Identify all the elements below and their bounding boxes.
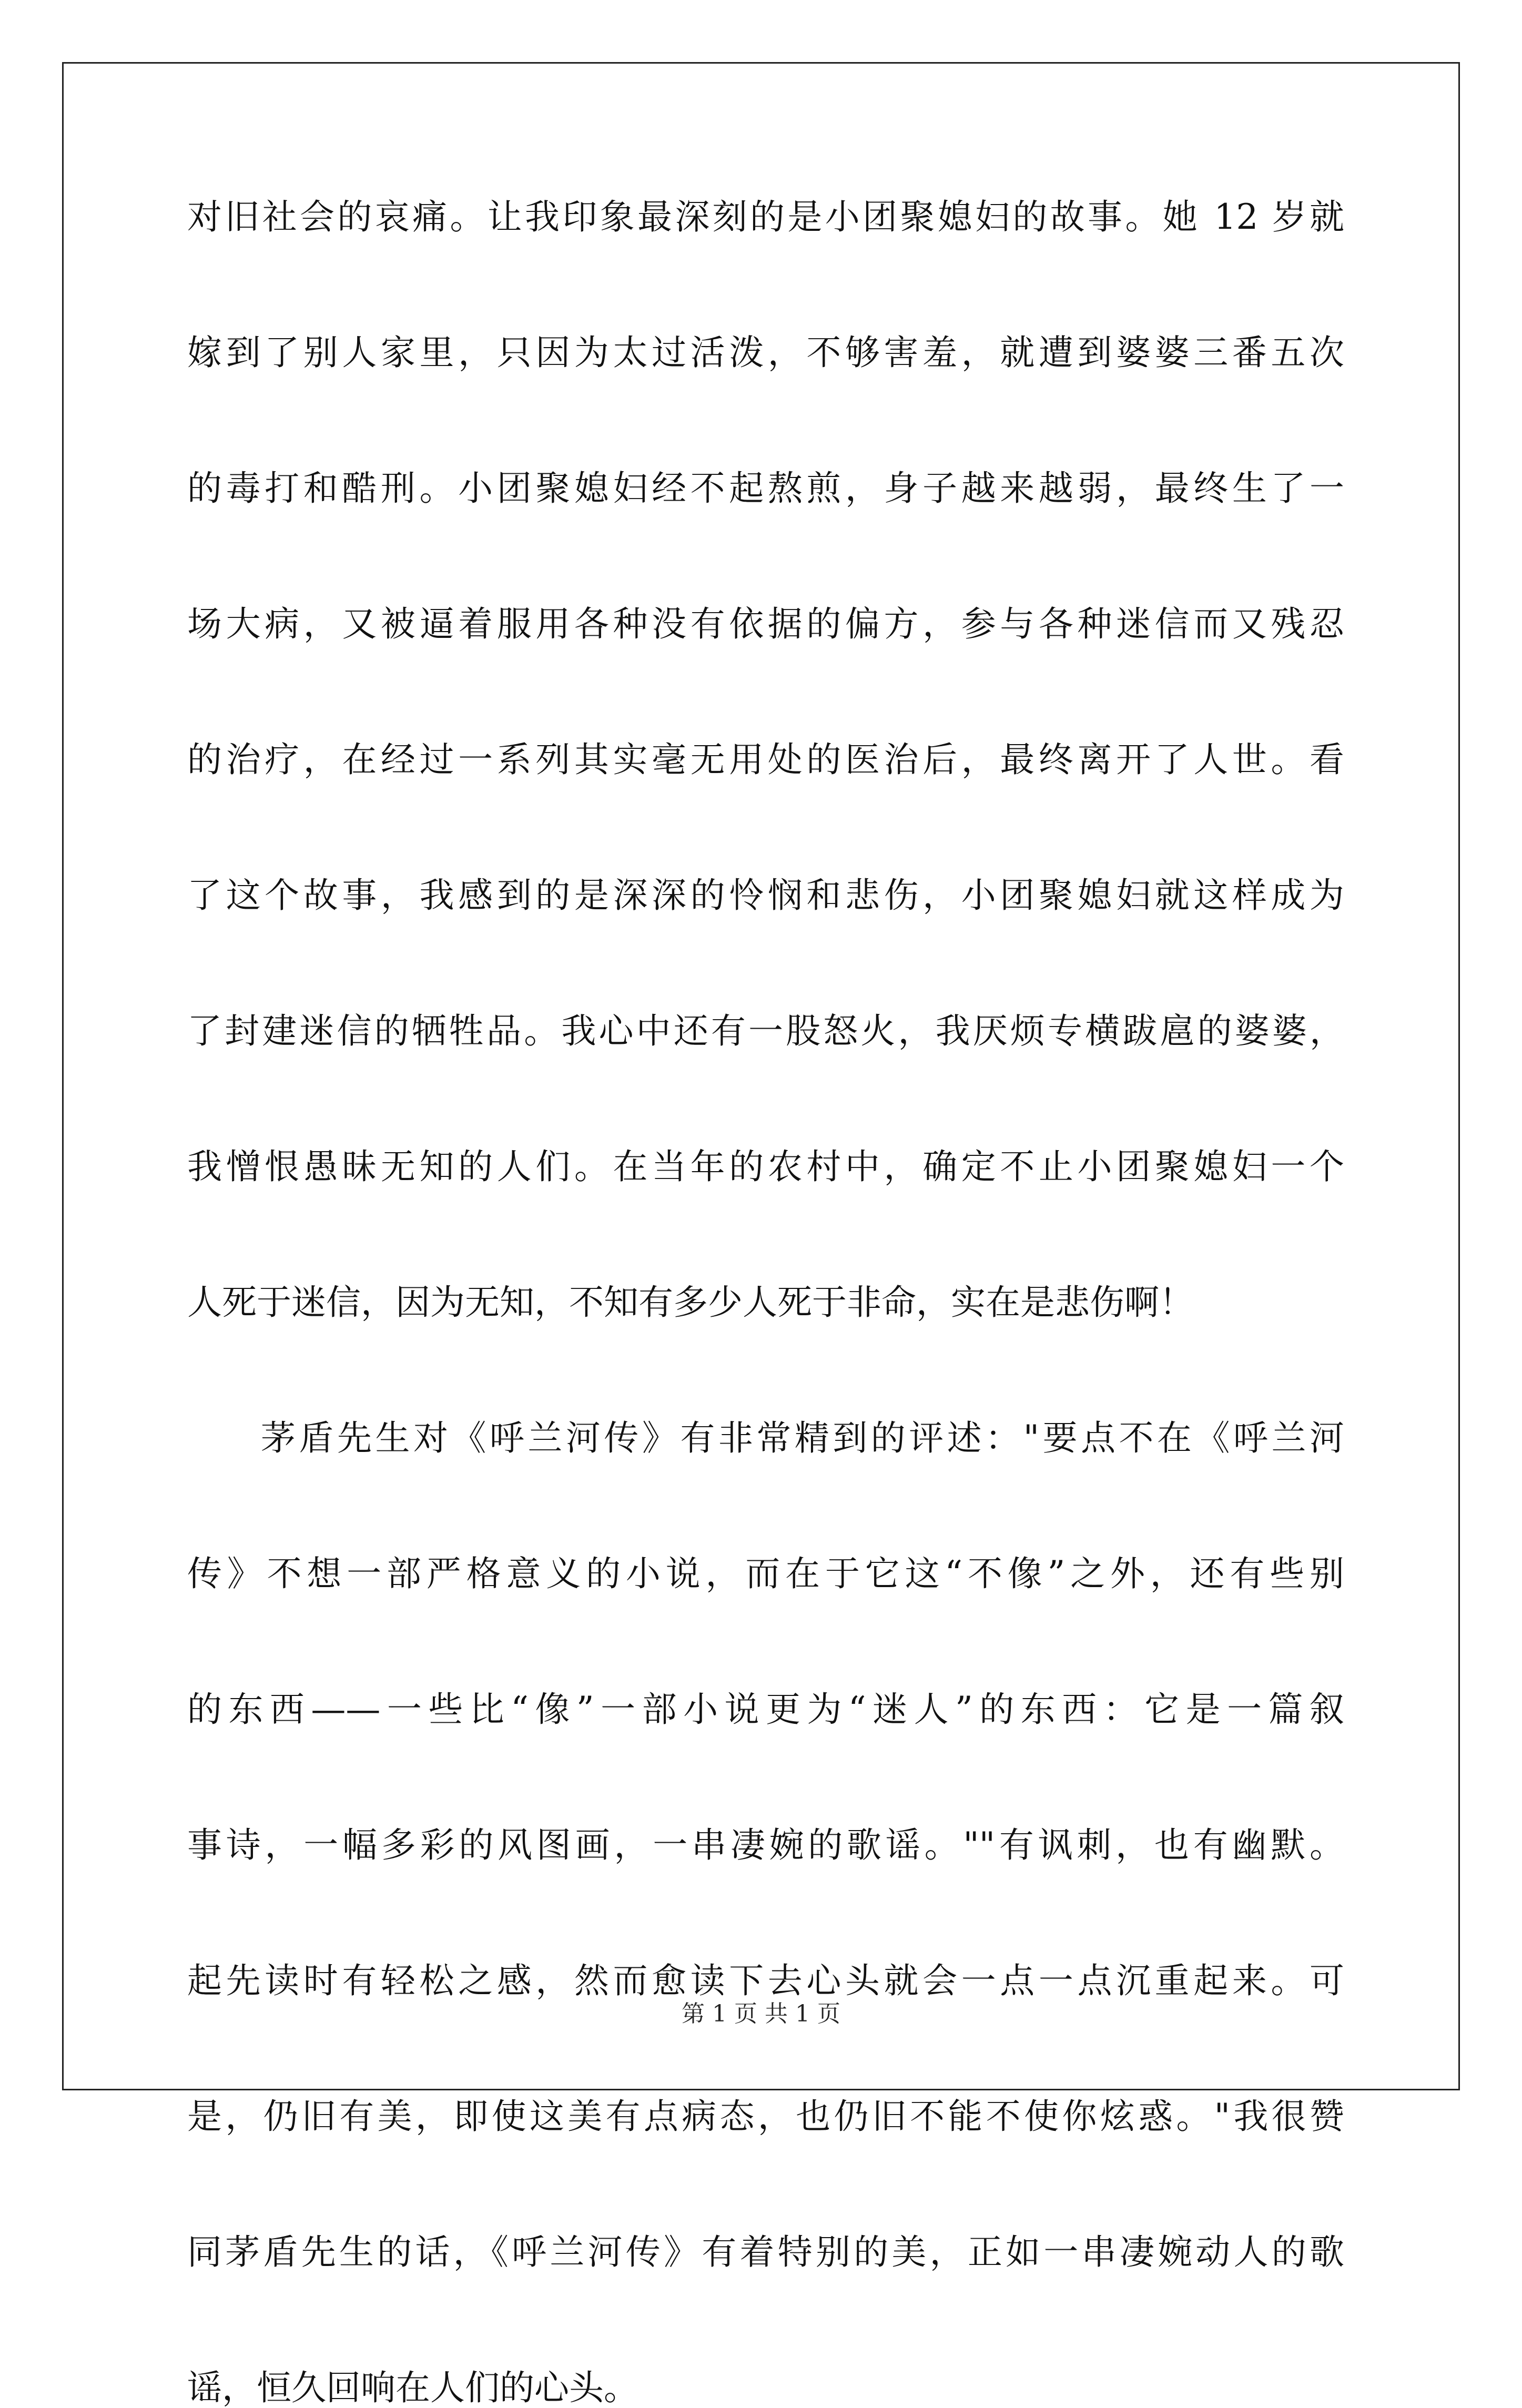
text-line: 的东西——一些比“像”一部小说更为“迷人”的东西：它是一篇叙	[187, 1689, 1344, 1730]
text-line: 了这个故事，我感到的是深深的怜悯和悲伤，小团聚媳妇就这样成为	[187, 875, 1344, 916]
text-line: 嫁到了别人家里，只因为太过活泼，不够害羞，就遭到婆婆三番五次	[187, 332, 1344, 373]
text-line: 传》不想一部严格意义的小说，而在于它这“不像”之外，还有些别	[187, 1553, 1344, 1594]
text-line: 事诗，一幅多彩的风图画，一串凄婉的歌谣。""有讽刺，也有幽默。	[187, 1825, 1344, 1865]
paragraph-start-line: 茅盾先生对《呼兰河传》有非常精到的评述："要点不在《呼兰河	[261, 1418, 1344, 1458]
text-line: 人死于迷信，因为无知，不知有多少人死于非命，实在是悲伤啊！	[187, 1282, 1194, 1323]
text-line: 的治疗，在经过一系列其实毫无用处的医治后，最终离开了人世。看	[187, 739, 1344, 780]
text-line: 起先读时有轻松之感，然而愈读下去心头就会一点一点沉重起来。可	[187, 1960, 1344, 2001]
page-footer: 第 1 页 共 1 页	[682, 2000, 840, 2027]
text-line: 了封建迷信的牺牲品。我心中还有一股怒火，我厌烦专横跋扈的婆婆，	[187, 1011, 1344, 1051]
text-line: 场大病，又被逼着服用各种没有依据的偏方，参与各种迷信而又残忍	[187, 604, 1344, 644]
text-line: 的毒打和酷刑。小团聚媳妇经不起熬煎，身子越来越弱，最终生了一	[187, 468, 1344, 509]
document-body	[187, 197, 1344, 2408]
text-line: 对旧社会的哀痛。让我印象最深刻的是小团聚媳妇的故事。她 12 岁就	[187, 197, 1344, 237]
text-line: 我憎恨愚昧无知的人们。在当年的农村中，确定不止小团聚媳妇一个	[187, 1146, 1344, 1187]
text-line: 谣，恒久回响在人们的心头。	[187, 2368, 638, 2408]
text-line: 同茅盾先生的话，《呼兰河传》有着特别的美，正如一串凄婉动人的歌	[187, 2232, 1344, 2272]
text-line: 是，仍旧有美，即使这美有点病态，也仍旧不能不使你炫惑。"我很赞	[187, 2096, 1344, 2137]
